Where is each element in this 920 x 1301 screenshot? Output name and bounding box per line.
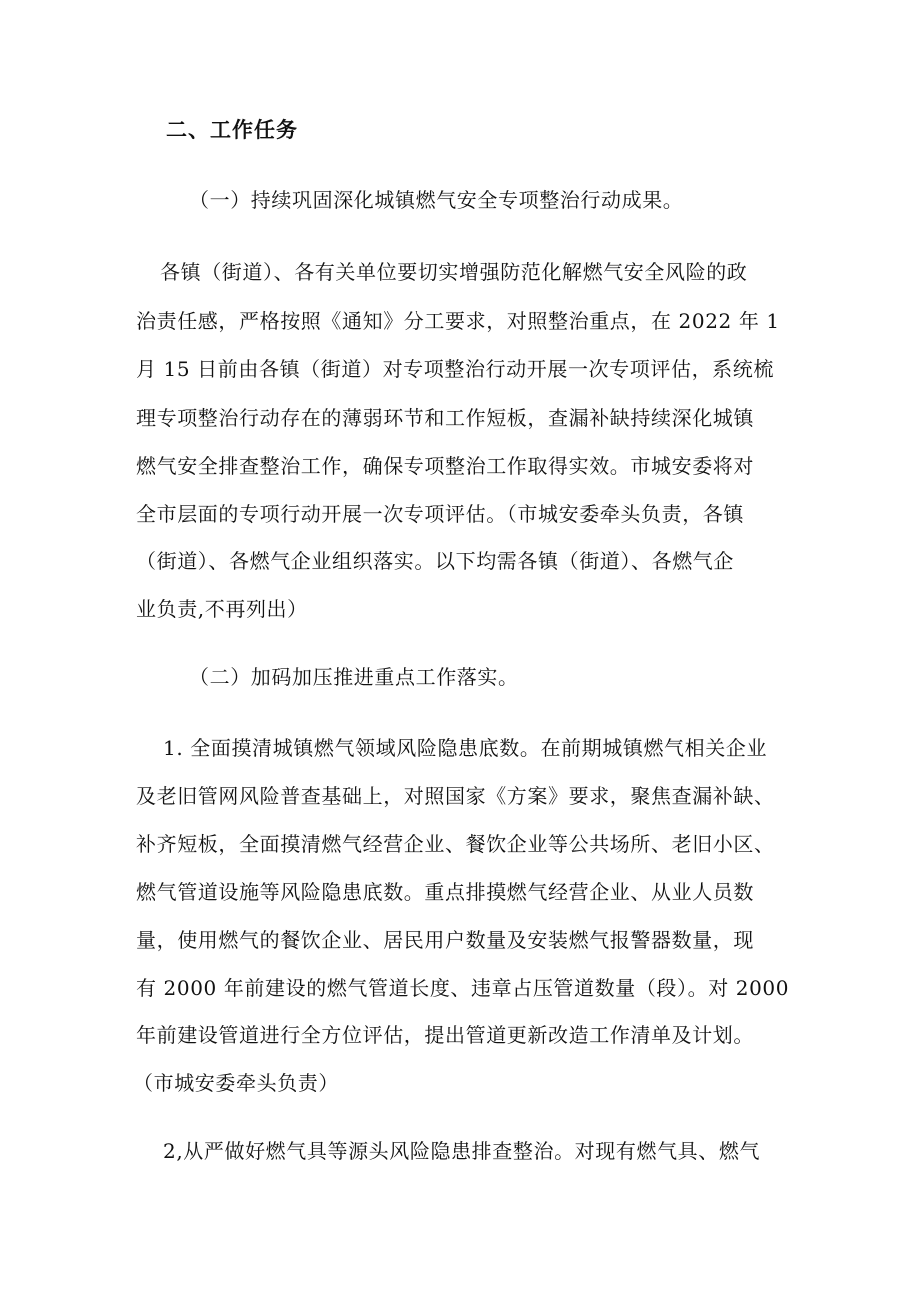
paragraph-line: 燃气安全排查整治工作，确保专项整治工作取得实效。市城安委将对 xyxy=(136,454,754,478)
item-1-line: 1. 全面摸清城镇燃气领域风险隐患底数。在前期城镇燃气相关企业 xyxy=(163,736,768,760)
subsection-title-1: （一）持续巩固深化城镇燃气安全专项整治行动成果。 xyxy=(189,188,684,212)
item-1-line: 有 2000 年前建设的燃气管道长度、违章占压管道数量（段）。对 2000 xyxy=(136,976,790,1000)
paragraph-line: 理专项整治行动存在的薄弱环节和工作短板，查漏补缺持续深化城镇 xyxy=(136,406,754,430)
paragraph-line: 各镇（街道）、各有关单位要切实增强防范化解燃气安全风险的政 xyxy=(160,260,748,284)
item-1-line: （市城安委牵头负责） xyxy=(133,1071,339,1095)
paragraph-line: 治责任感，严格按照《通知》分工要求，对照整治重点，在 2022 年 1 xyxy=(136,309,780,333)
item-1-line: 补齐短板，全面摸清燃气经营企业、餐饮企业等公共场所、老旧小区、 xyxy=(136,832,775,856)
item-1-line: 燃气管道设施等风险隐患底数。重点排摸燃气经营企业、从业人员数 xyxy=(136,880,754,904)
section-heading: 二、工作任务 xyxy=(166,118,298,142)
item-1-line: 量，使用燃气的餐饮企业、居民用户数量及安装燃气报警器数量，现 xyxy=(136,928,754,952)
paragraph-line: 业负责,不再列出） xyxy=(136,597,308,621)
item-1-line: 及老旧管网风险普查基础上，对照国家《方案》要求，聚焦查漏补缺、 xyxy=(136,784,775,808)
paragraph-line: （街道）、各燃气企业组织落实。以下均需各镇（街道）、各燃气企 xyxy=(136,549,734,573)
subsection-title-2: （二）加码加压推进重点工作落实。 xyxy=(189,665,519,689)
item-1-line: 年前建设管道进行全方位评估，提出管道更新改造工作清单及计划。 xyxy=(136,1023,754,1047)
item-2-line: 2,从严做好燃气具等源头风险隐患排查整治。对现有燃气具、燃气 xyxy=(163,1139,761,1163)
paragraph-line: 全市层面的专项行动开展一次专项评估。（市城安委牵头负责，各镇 xyxy=(136,502,744,526)
paragraph-line: 月 15 日前由各镇（街道）对专项整治行动开展一次专项评估，系统梳 xyxy=(136,357,774,381)
